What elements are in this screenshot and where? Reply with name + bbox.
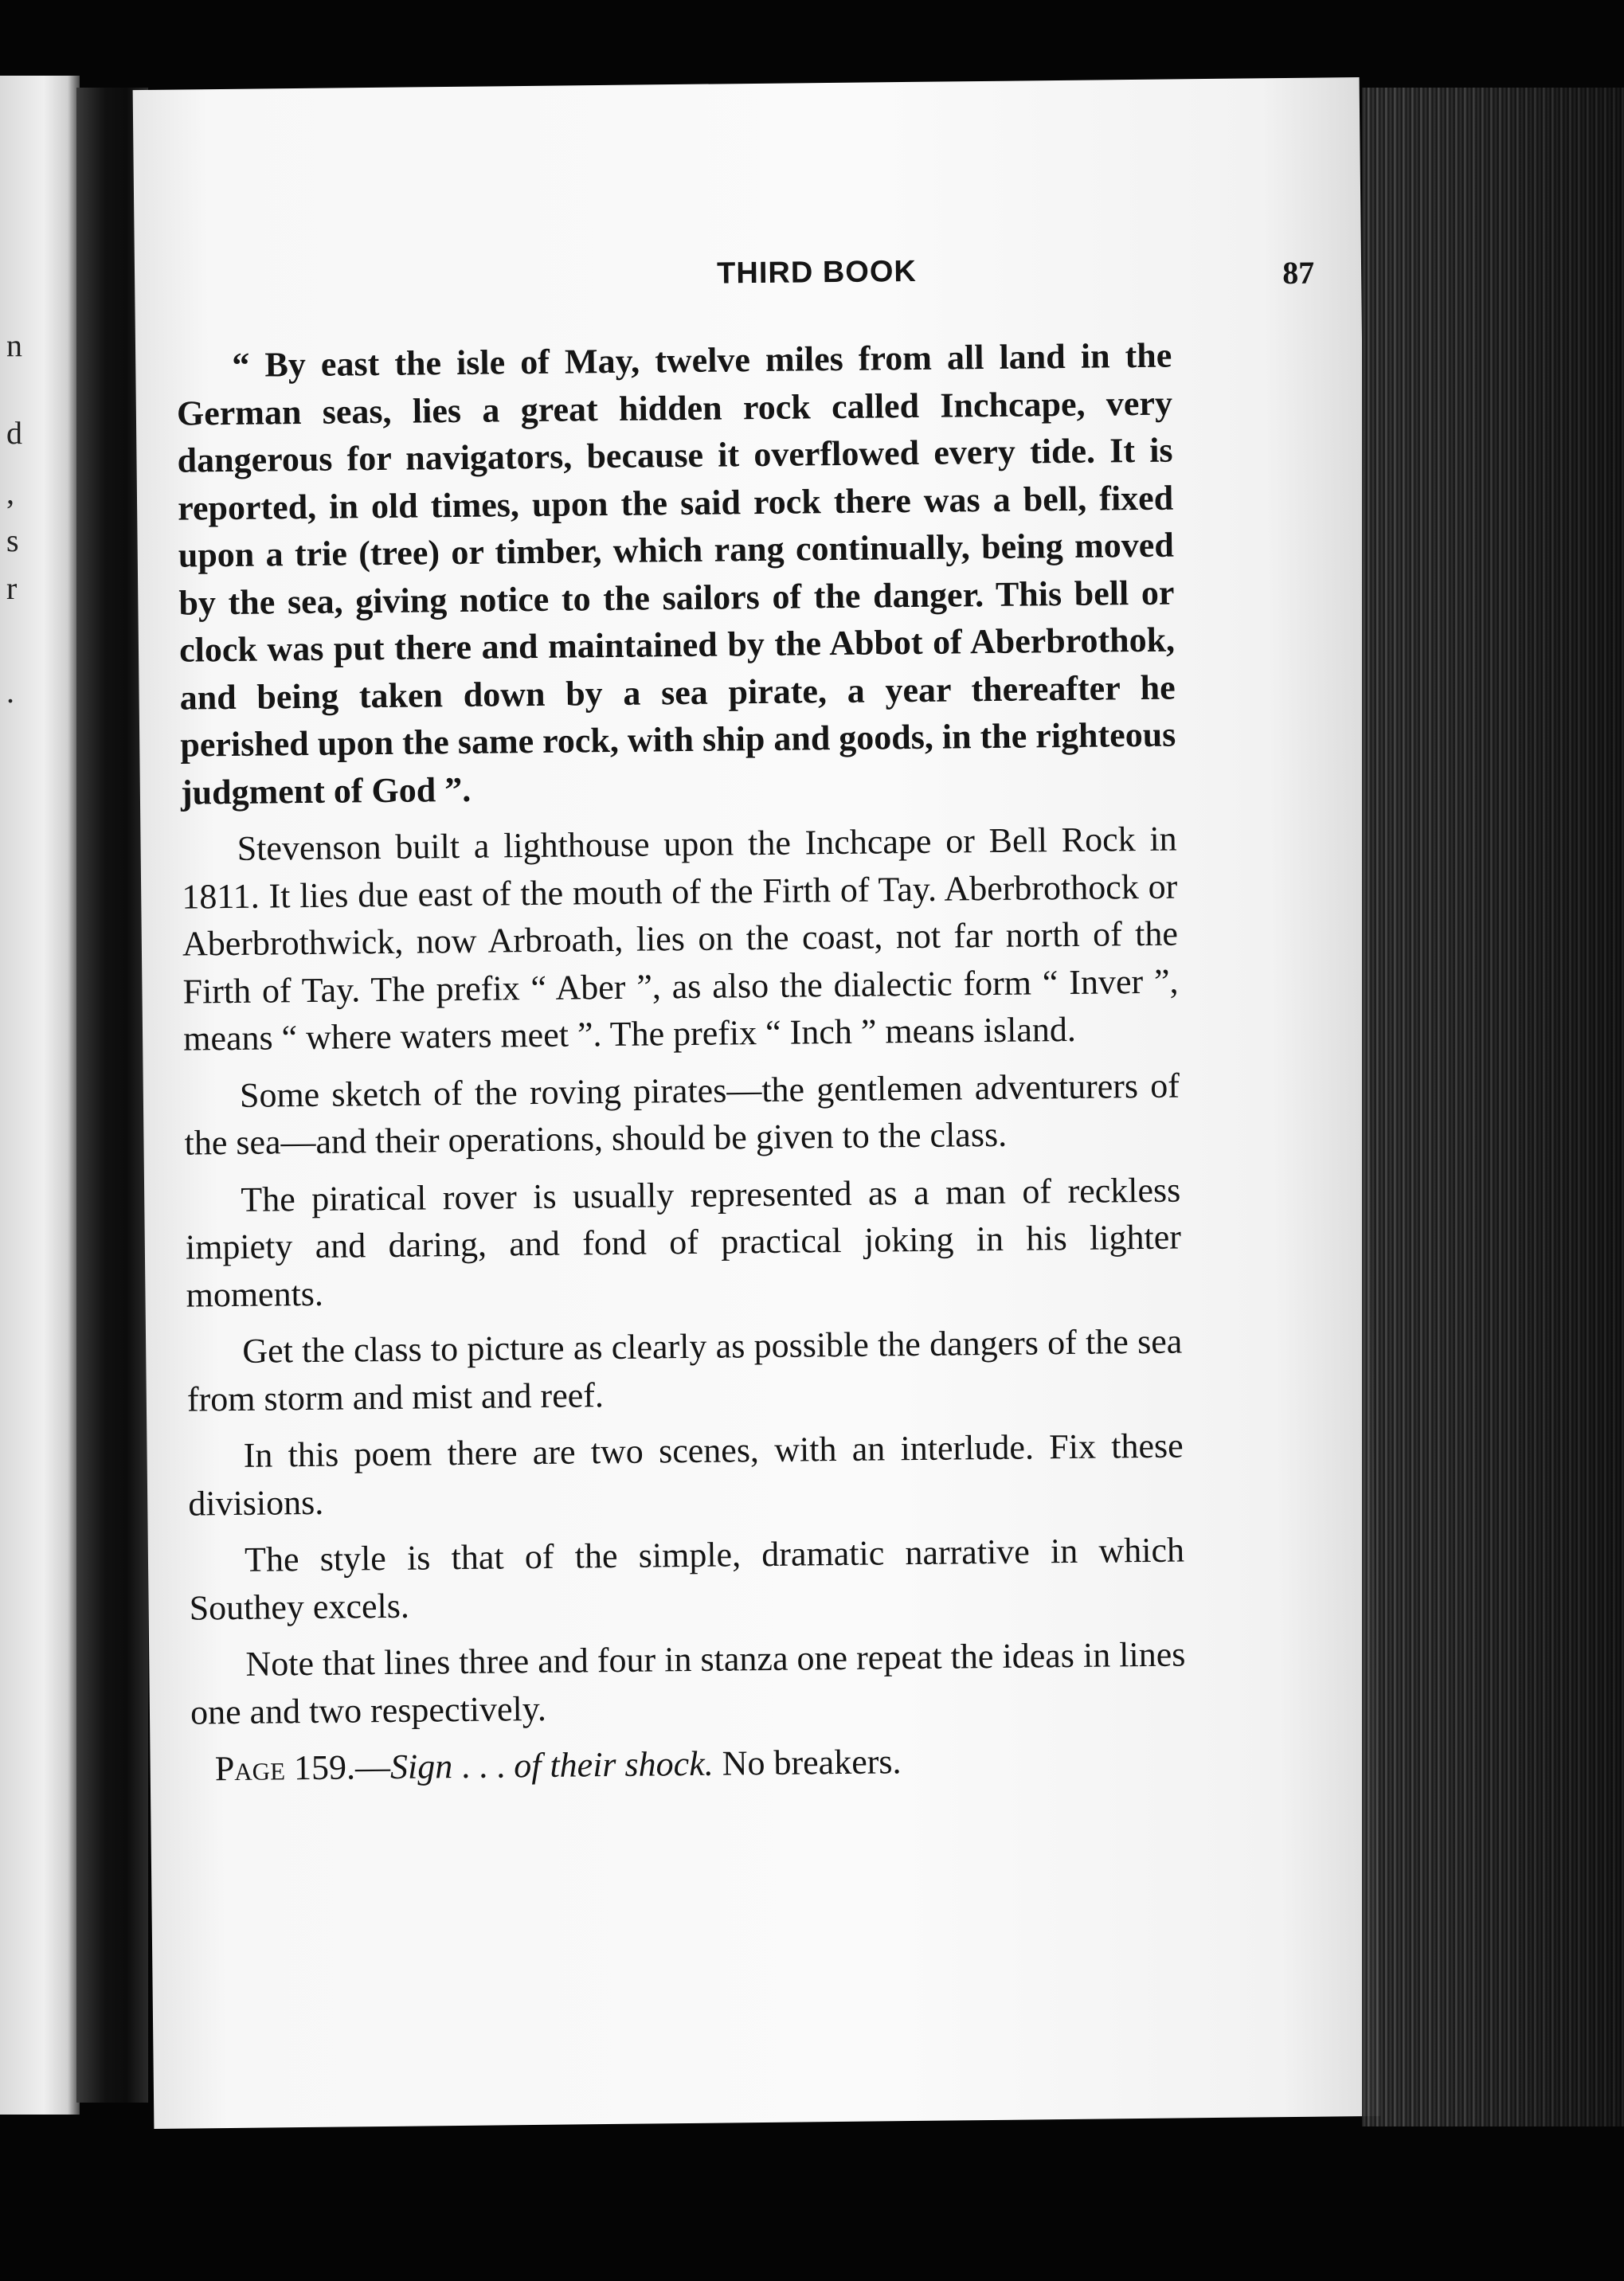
page-number: 87 [1282,254,1315,291]
page-edges-shadow [1362,88,1624,2126]
facing-page-fragment: r [6,570,18,606]
page-reference-dash: — [354,1747,391,1787]
facing-page-fragment: s [6,522,19,558]
facing-page-fragment: , [6,475,14,511]
paragraph: The piratical rover is usually represented as a man of reckless impiety and daring, and fond of practical joking in his lighter moments. [185,1170,1182,1315]
page-reference-quote-end: of their shock. [513,1743,714,1786]
quoted-paragraph: “ By east the isle of May, twelve miles from all land in the German seas, lies a great hidden rock called Inchcape, very dangerous for navigators, because it overflowed every tide. It is reported, in old times, upon the said rock there was a bell, fixed upon a trie (tree) or timber, which rang continually, being moved by the sea, giving notice to the sailors of the danger. This bell or clock was put there and maintained by the Abbot of Aberbrothok, and being taken down by a sea pirate, a year thereafter he perished upon the same rock, with ship and goods, in the righteous judgment of God ”. [176,335,1176,812]
paragraph: The style is that of the simple, dramatic narrative in which Southey excels. [189,1530,1185,1628]
page-body [176,332,1187,1793]
paragraph: Stevenson built a lighthouse upon the Inchcape or Bell Rock in 1811. It lies due east of the mouth of the Firth of Tay. Aberbrothock or Aberbrothwick, now Arbroath, lies on the coast, not far north of the Firth of Tay. The prefix “ Aber ”, as also the dialectic form “ Inver ”, means “ where waters meet ”. The prefix “ Inch ” means island. [182,819,1179,1058]
page-reference-quote-start: Sign [389,1747,453,1786]
facing-page-fragment: n [6,327,22,363]
paragraph: Note that lines three and four in stanza one repeat the ideas in lines one and two respectively. [190,1634,1186,1732]
page-reference-label: Page 159. [214,1747,356,1789]
facing-page-fragment: d [6,415,22,451]
page-reference-note: No breakers. [713,1742,902,1783]
facing-page-edge [0,76,80,2115]
facing-page-fragment: . [6,674,14,710]
page-reference-ellipsis: . . . [452,1746,515,1786]
paragraph: Get the class to picture as clearly as possible the dangers of the sea from storm and mist and reef. [186,1321,1183,1419]
running-head-title: THIRD BOOK [716,254,918,291]
paragraph: Some sketch of the roving pirates—the gentlemen adventurers of the sea—and their operations, should be given to the class. [184,1066,1180,1163]
paragraph: In this poem there are two scenes, with an interlude. Fix these divisions. [188,1426,1184,1524]
